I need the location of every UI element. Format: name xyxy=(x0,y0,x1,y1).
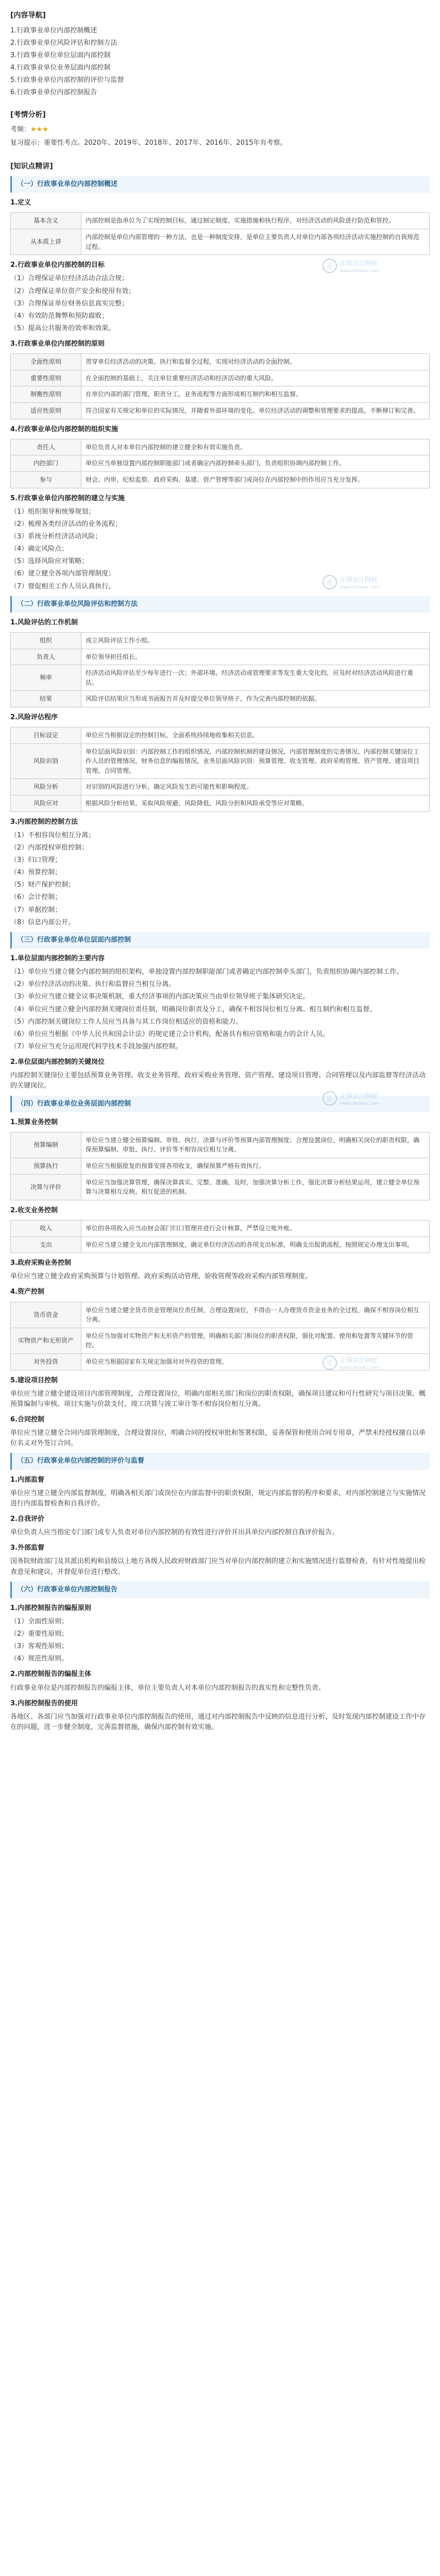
table-cell: 单位的各项收入应当由财会部门归口管理并进行会计核算，严禁设立账外账。 xyxy=(81,1220,430,1236)
point-heading: 3.内部控制的控制方法 xyxy=(10,818,78,826)
svg-text:正保会计网校: 正保会计网校 xyxy=(340,1092,378,1099)
part-heading: （一）行政事业单位内部控制概述 xyxy=(10,176,430,193)
paragraph: 国务院财政部门及其派出机构和县级以上地方各级人民政府财政部门应当对单位内部控制的建立和实施情况进行监督检查，有针对性地提出检查意见和建议，并督促单位进行整改。 xyxy=(10,1557,426,1576)
table-cell: 单位应当根据国家有关规定加强对对外投资的管理。 xyxy=(81,1353,430,1370)
table-cell-label: 支出 xyxy=(11,1236,81,1253)
toc-item: 1.行政事业单位内部控制概述 xyxy=(10,26,97,35)
point-heading: 6.合同控制 xyxy=(10,1415,44,1423)
list-item: （6）单位应当根据《中华人民共和国会计法》的规定建立会计机构，配备具有相应资格和能力的会计人员。 xyxy=(10,1030,330,1038)
table-cell-label: 实物资产和无形资产 xyxy=(11,1328,81,1353)
table-cell: 根据风险分析结果，采取风险规避、风险降低、风险分担和风险承受等应对策略。 xyxy=(81,795,430,812)
point-heading: 1.内部监督 xyxy=(10,1476,44,1484)
brand-logo xyxy=(321,257,399,275)
brand-logo-icon xyxy=(321,573,399,591)
table-cell-label: 全面性原则 xyxy=(11,354,81,370)
point-heading: 4.行政事业单位内部控制的组织实施 xyxy=(10,425,118,433)
point-heading: 2.单位层面内部控制的关键岗位 xyxy=(10,1058,105,1066)
table-cell-label: 预算编制 xyxy=(11,1132,81,1158)
income-expense-table xyxy=(10,1220,430,1253)
table-cell-label: 风险识别 xyxy=(11,743,81,779)
toc-item: 5.行政事业单位内部控制的评价与监督 xyxy=(10,76,124,84)
knowledge-title: [知识点精讲] xyxy=(10,162,53,171)
list-item: （1）单位应当建立健全内部控制的组织架构，单独设置内部控制职能部门或者确定内部控制牵头部门，负责组织协调内部控制工作。 xyxy=(10,968,403,976)
table-row xyxy=(11,743,430,779)
brand-logo-text: 正保会计网校 xyxy=(340,260,378,267)
table-cell-label: 重要性原则 xyxy=(11,370,81,386)
point-heading: 3.内部控制报告的使用 xyxy=(10,1699,78,1707)
part-heading: （二）行政事业单位风险评估和控制方法 xyxy=(10,596,430,613)
table-cell-label: 收入 xyxy=(11,1220,81,1236)
table-cell-label: 决算与评价 xyxy=(11,1174,81,1200)
part-heading: （三）行政事业单位单位层面内部控制 xyxy=(10,932,430,948)
table-cell-label: 结果 xyxy=(11,691,81,707)
point-heading: 1.单位层面内部控制的主要内容 xyxy=(10,955,105,963)
part-heading: （四）行政事业单位业务层面内部控制 xyxy=(10,1096,430,1112)
svg-text:www.chinaacc.com: www.chinaacc.com xyxy=(340,584,380,589)
table-row xyxy=(11,727,430,744)
point-heading: 1.定义 xyxy=(10,199,31,207)
list-item: （5）财产保护控制； xyxy=(10,881,75,889)
point-heading: 2.风险评估程序 xyxy=(10,713,58,721)
table-row xyxy=(11,455,430,472)
svg-text:www.chinaacc.com: www.chinaacc.com xyxy=(340,268,380,274)
list-item: （2）梳理各类经济活动的业务流程； xyxy=(10,520,122,528)
paragraph: 各地区、各部门应当加强对行政事业单位内部控制报告的使用，通过对内部控制报告中反映的信息进行分析，及时发现内部控制建设工作中存在的问题，进一步健全制度，完善监督措施，确保内部控制有效实施。 xyxy=(10,1713,426,1732)
table-row xyxy=(11,354,430,370)
brand-logo xyxy=(321,1354,399,1371)
table-cell: 内部控制是指单位为了实现控制目标，通过制定制度、实施措施和执行程序，对经济活动的风险进行防范和管控。 xyxy=(81,213,430,229)
brand-logo xyxy=(321,1090,399,1107)
table-cell: 贯穿单位经济活动的决策、执行和监督全过程，实现对经济活动的全面控制。 xyxy=(81,354,430,370)
toc xyxy=(10,10,430,98)
table-cell-label: 风险应对 xyxy=(11,795,81,812)
table-row xyxy=(11,1220,430,1236)
list-item: （2）重要性原则； xyxy=(10,1630,69,1638)
table-row xyxy=(11,1302,430,1328)
toc-item: 3.行政事业单位单位层面内部控制 xyxy=(10,51,111,59)
table-row xyxy=(11,403,430,419)
table-cell: 单位应当根据批复的预算安排各项收支，确保预算严格有效执行。 xyxy=(81,1158,430,1175)
list-item: （2）合理保证单位资产安全和使用有效； xyxy=(10,287,136,295)
list-item: （4）有效防范舞弊和预防腐败； xyxy=(10,312,109,320)
exam-title: [考情分析] xyxy=(10,110,46,119)
list-item: （1）合理保证单位经济活动合法合规； xyxy=(10,275,129,283)
list-item: （4）规范性原则。 xyxy=(10,1655,69,1663)
point-heading: 2.收支业务控制 xyxy=(10,1206,58,1214)
table-cell: 符合国家有关规定和单位的实际情况，并随着外部环境的变化、单位经济活动的调整和管理要求的提高，不断修订和完善。 xyxy=(81,403,430,419)
table-cell: 单位应当建立健全货币资金管理岗位责任制，合理设置岗位，不得由一人办理货币资金业务的全过程，确保不相容岗位相互分离。 xyxy=(81,1302,430,1328)
list-item: （7）督促相关工作人员认真执行。 xyxy=(10,582,115,590)
brand-logo-icon xyxy=(321,1090,399,1107)
paragraph: 内部控制关键岗位主要包括预算业务管理、收支业务管理、政府采购业务管理、资产管理、建设项目管理、合同管理以及内部监督等经济活动的关键岗位。 xyxy=(10,1072,426,1090)
point-heading: 2.行政事业单位内部控制的目标 xyxy=(10,261,105,269)
table-row xyxy=(11,1328,430,1353)
brand-logo xyxy=(321,573,399,591)
part-heading: （五）行政事业单位内部控制的评价与监督 xyxy=(10,1453,430,1469)
table-cell-label: 从本质上讲 xyxy=(11,229,81,255)
table-cell-label: 负责人 xyxy=(11,649,81,665)
table-cell: 财会、内审、纪检监察、政府采购、基建、资产管理等部门或岗位在内部控制中的作用应当充分发挥。 xyxy=(81,471,430,488)
table-cell-label: 责任人 xyxy=(11,439,81,455)
list-item: （3）合理保证单位财务信息真实完整； xyxy=(10,299,129,308)
svg-text:正保会计网校: 正保会计网校 xyxy=(340,575,378,583)
exam-frequency xyxy=(10,125,430,135)
list-item: （4）确定风险点； xyxy=(10,545,69,553)
point-heading: 2.自我评价 xyxy=(10,1515,44,1523)
list-item: （2）单位经济活动的决策、执行和监督应当相互分离。 xyxy=(10,980,176,989)
svg-text:www.chinaacc.com: www.chinaacc.com xyxy=(340,1100,380,1106)
table-cell-label: 风险分析 xyxy=(11,779,81,795)
point-heading: 1.风险评估的工作机制 xyxy=(10,618,78,626)
table-cell-label: 基本含义 xyxy=(11,213,81,229)
table-cell: 单位应当单独设置内部控制职能部门或者确定内部控制牵头部门，负责组织协调内部控制工作。 xyxy=(81,455,430,472)
table-cell-label: 内控部门 xyxy=(11,455,81,472)
list-item: （1）不相容岗位相互分离； xyxy=(10,831,95,839)
part-heading: （六）行政事业单位内部控制报告 xyxy=(10,1582,430,1598)
point-heading: 1.内部控制报告的编报原则 xyxy=(10,1604,91,1612)
list-item: （3）系统分析经济活动风险； xyxy=(10,532,102,540)
star-icon: ★★★ xyxy=(30,126,48,134)
paragraph: 单位负责人应当指定专门部门或专人负责对单位内部控制的有效性进行评价并出具单位内部控制自我评价报告。 xyxy=(10,1529,339,1537)
point-heading: 2.内部控制报告的编报主体 xyxy=(10,1670,91,1679)
svg-text:正: 正 xyxy=(326,1095,333,1103)
table-cell-label: 货币资金 xyxy=(11,1302,81,1328)
table-cell: 单位应当建立健全支出内部管理制度，确定单位经济活动的各项支出标准，明确支出报销流程，按照规定办理支出事项。 xyxy=(81,1236,430,1253)
list-item: （3）归口管理； xyxy=(10,856,62,865)
list-item: （4）单位应当建立健全内部控制关键岗位责任制，明确岗位职责及分工，确保不相容岗位相互分离、相互制约和相互监督。 xyxy=(10,1005,377,1013)
table-cell-label: 目标设定 xyxy=(11,727,81,744)
budget-table xyxy=(10,1132,430,1200)
table-cell: 单位应当根据设定的控制目标，全面系统持续地收集相关信息。 xyxy=(81,727,430,744)
table-cell: 单位应当加强决算管理，确保决算真实、完整、准确、及时，加强决算分析工作，强化决算分析结果运用，建立健全单位预算与决算相互反映、相互促进的机制。 xyxy=(81,1174,430,1200)
exam-analysis xyxy=(10,110,430,149)
paragraph: 单位应当建立健全内部监督制度，明确各相关部门或岗位在内部监督中的职责权限，规定内部监督的程序和要求，对内部控制建立与实施情况进行内部监督检查和自我评价。 xyxy=(10,1489,426,1507)
list-item: （6）建立健全各项内部管理制度； xyxy=(10,570,115,578)
table-cell: 单位领导担任组长。 xyxy=(81,649,430,665)
table-cell-label: 制衡性原则 xyxy=(11,386,81,403)
table-cell-label: 预算执行 xyxy=(11,1158,81,1175)
point-heading: 3.政府采购业务控制 xyxy=(10,1259,71,1267)
table-cell-label: 参与 xyxy=(11,471,81,488)
list-item: （1）组织领导和统筹规划； xyxy=(10,507,95,516)
principle-table xyxy=(10,353,430,419)
point-heading: 5.建设项目控制 xyxy=(10,1376,58,1384)
list-item: （8）信息内部公开。 xyxy=(10,918,75,926)
table-row xyxy=(11,439,430,455)
risk-procedure-table xyxy=(10,727,430,812)
paragraph: 行政事业单位是内部控制报告的编报主体，单位主要负责人对本单位内部控制报告的真实性和完整性负责。 xyxy=(10,1684,326,1692)
risk-mechanism-table xyxy=(10,632,430,707)
toc-item: 6.行政事业单位内部控制报告 xyxy=(10,89,97,97)
table-cell: 风险评估结果应当形成书面报告并及时提交单位领导班子，作为完善内部控制的依据。 xyxy=(81,691,430,707)
table-row xyxy=(11,1174,430,1200)
list-item: （3）客观性原则； xyxy=(10,1642,69,1651)
list-item: （7）单据控制； xyxy=(10,906,62,914)
list-item: （5）内部控制关键岗位工作人员应当具备与其工作岗位相适应的资格和能力。 xyxy=(10,1018,243,1026)
table-cell: 单位负责人对本单位内部控制的建立健全和有效实施负责。 xyxy=(81,439,430,455)
table-cell-label: 组织 xyxy=(11,632,81,649)
point-heading: 3.行政事业单位内部控制的原则 xyxy=(10,340,105,348)
list-item: （5）提高公共服务的效率和效果。 xyxy=(10,324,115,332)
paragraph: 单位应当建立健全政府采购预算与计划管理、政府采购活动管理、验收管理等政府采购内部管理制度。 xyxy=(10,1273,312,1281)
table-cell: 经济活动风险评估至少每年进行一次；外部环境、经济活动或管理要求等发生重大变化的，应及时对经济活动风险进行重估。 xyxy=(81,665,430,691)
table-row xyxy=(11,1158,430,1175)
paragraph: 单位应当建立健全建设项目内部管理制度，合理设置岗位，明确内部相关部门和岗位的职责权限，确保项目建议和可行性研究与项目决策、概预算编制与审核、项目实施与价款支付、竣工决算与竣工审计等不相容岗位相互分离。 xyxy=(10,1389,426,1408)
svg-text:正: 正 xyxy=(326,1359,333,1367)
svg-text:正: 正 xyxy=(326,579,333,587)
organization-table xyxy=(10,439,430,488)
paragraph: 单位应当建立健全合同内部管理制度，合理设置岗位，明确合同的授权审批和签署权限，妥善保管和使用合同专用章，严禁未经授权擅自以单位名义对外签订合同。 xyxy=(10,1429,426,1448)
point-heading: 4.资产控制 xyxy=(10,1288,44,1296)
point-heading: 3.外部监督 xyxy=(10,1544,44,1552)
table-cell: 对识别的风险进行分析，确定风险发生的可能性和影响程度。 xyxy=(81,779,430,795)
list-item: （3）单位应当建立健全议事决策机制，重大经济事项的内部决策应当由单位领导班子集体研究决定。 xyxy=(10,993,310,1001)
table-cell: 成立风险评估工作小组。 xyxy=(81,632,430,649)
point-heading: 5.行政事业单位内部控制的建立与实施 xyxy=(10,494,125,502)
table-row xyxy=(11,691,430,707)
table-row xyxy=(11,1236,430,1253)
table-cell: 内部控制是单位内部管理的一种方法，也是一种制度安排，是单位主要负责人对单位内部各项经济活动实施控制的自我规范过程。 xyxy=(81,229,430,255)
table-cell-label: 对外投资 xyxy=(11,1353,81,1370)
toc-title: [内容导航] xyxy=(10,11,46,20)
table-row xyxy=(11,1132,430,1158)
list-item: （2）内部授权审批控制； xyxy=(10,843,89,852)
table-row xyxy=(11,386,430,403)
table-row xyxy=(11,649,430,665)
list-item: （7）单位应当充分运用现代科学技术手段加强内部控制。 xyxy=(10,1043,182,1050)
table-cell: 单位应当加强对实物资产和无形资产的管理，明确相关部门和岗位的职责权限，强化对配置、使用和处置等关键环节的管控。 xyxy=(81,1328,430,1353)
table-row xyxy=(11,632,430,649)
table-row xyxy=(11,229,430,255)
exam-years: 复习提示：重要性考点。2020年、2019年、2018年、2017年、2016年、2015年有考察。 xyxy=(10,139,287,147)
list-item: （4）预算控制； xyxy=(10,869,62,877)
definition-table xyxy=(10,212,430,255)
table-cell: 单位应当建立健全预算编制、审批、执行、决算与评价等预算内部管理制度；合理设置岗位，明确相关岗位的职责权限，确保预算编制、审批、执行、评价等不相容岗位相互分离。 xyxy=(81,1132,430,1158)
table-row xyxy=(11,779,430,795)
table-row xyxy=(11,665,430,691)
brand-logo-icon xyxy=(321,1354,399,1371)
table-cell-label: 频率 xyxy=(11,665,81,691)
table-cell-label: 适应性原则 xyxy=(11,403,81,419)
exam-frequency-label: 考频： xyxy=(10,126,31,134)
table-cell: 在全面控制的基础上，关注单位重要经济活动和经济活动的重大风险。 xyxy=(81,370,430,386)
table-cell: 在单位内部的部门管理、职责分工、业务流程等方面形成相互制约和相互监督。 xyxy=(81,386,430,403)
svg-text:www.chinaacc.com: www.chinaacc.com xyxy=(340,1365,380,1370)
list-item: （1）全面性原则； xyxy=(10,1617,69,1625)
svg-text:正保会计网校: 正保会计网校 xyxy=(340,1356,378,1364)
table-row xyxy=(11,213,430,229)
table-row xyxy=(11,795,430,812)
list-item: （6）会计控制； xyxy=(10,893,62,902)
toc-item: 2.行政事业单位风险评估和控制方法 xyxy=(10,39,117,47)
table-row xyxy=(11,471,430,488)
table-cell: 单位层面风险识别：内部控制工作的组织情况、内部控制机制的建设情况、内部管理制度的完善情况、内部控制关键岗位工作人员的管理情况、财务信息的编报情况。业务层面风险识别：预算管理、收支管理、政府采购管理、资产管理、建设项目管理、合同管理。 xyxy=(81,743,430,779)
brand-logo-icon xyxy=(321,257,399,275)
list-item: （5）选择风险应对策略； xyxy=(10,557,89,566)
toc-item: 4.行政事业单位业务层面内部控制 xyxy=(10,64,111,72)
svg-text:正: 正 xyxy=(326,263,333,271)
table-row xyxy=(11,370,430,386)
point-heading: 1.预算业务控制 xyxy=(10,1118,58,1126)
knowledge xyxy=(10,161,430,1733)
